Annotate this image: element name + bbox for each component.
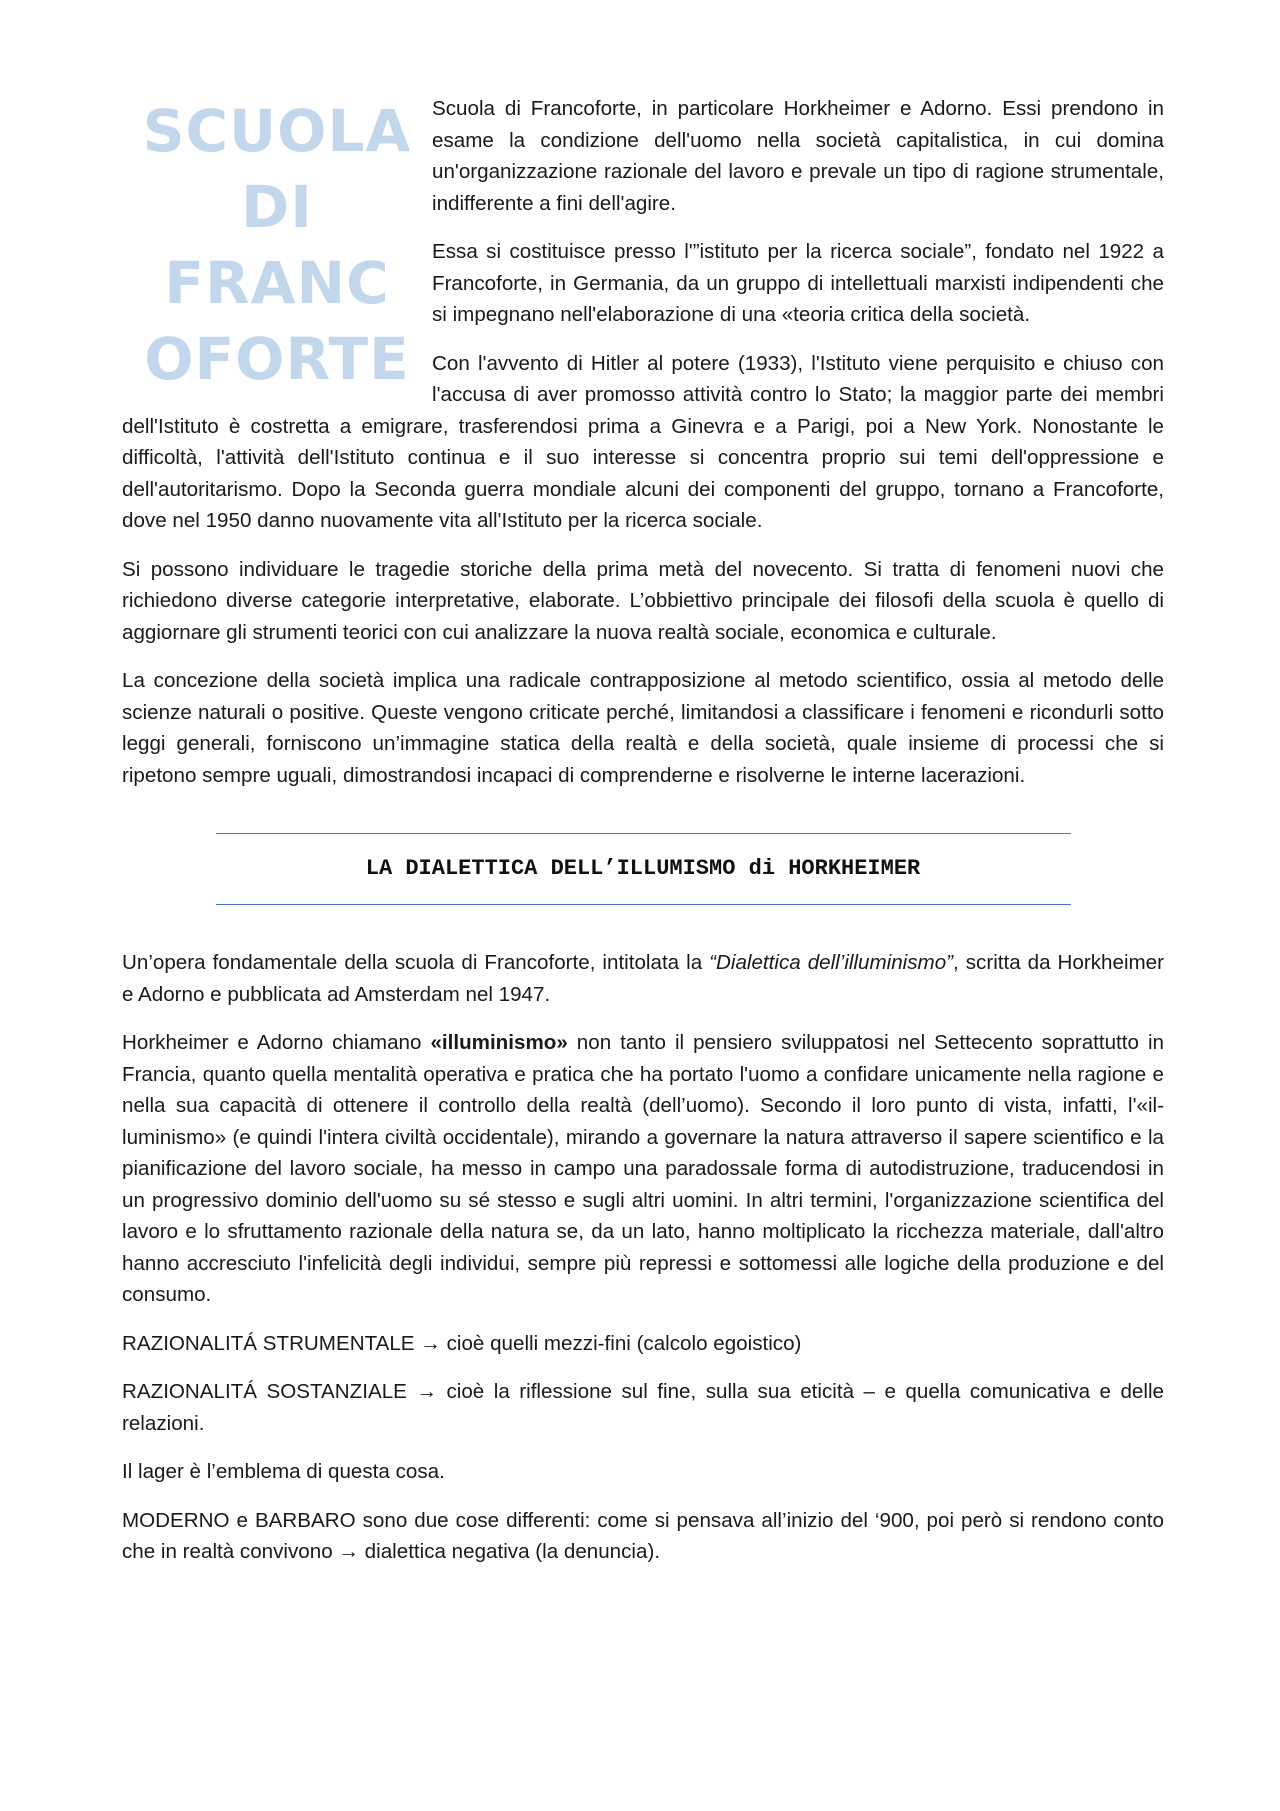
title-line: FRANC: [164, 249, 390, 317]
closing-paragraph: Il lager è l’emblema di questa cosa.: [122, 1460, 445, 1483]
intro-paragraph: Scuola di Francoforte, in particolare Horkheimer e Adorno. Essi prendono in esame la condizione dell'uomo nella società capitalistica, in cui domina un'organizzazione razionale del lavoro e prevale un tipo di ragione strumentale, indifferente a fini dell'agire.: [432, 97, 1164, 215]
section-heading: LA DIALETTICA DELL’ILLUMISMO di HORKHEIMER: [216, 833, 1071, 905]
intro-paragraph: Si possono individuare le tragedie storiche della prima metà del novecento. Si tratta di fenomeni nuovi che richiedono diverse categorie interpretative, elaborate. L’obbiettivo principale dei filosofi della scuola è quello di aggiornare gli strumenti teorici con cui analizzare la nuova realtà sociale, economica e culturale.: [122, 557, 1164, 644]
text-run: , scritta da Horkheimer e Adorno e pubblicata ad Amsterdam nel 1947.: [122, 951, 1164, 1006]
title-line: SCUOLA: [142, 97, 412, 165]
closing-paragraph: MODERNO e BARBARO sono due cose differenti: come si pensava all’inizio del ‘900, poi però si rendono conto che in realtà convivono → dialettica negativa (la denuncia).: [122, 1508, 1164, 1563]
text-run: non tanto il pensiero sviluppatosi nel Settecento soprattutto in Francia, quanto quella mentalità operativa e pratica che ha portato l'uomo a confidare unicamente nella ragione e nella sua capacità di ottenere il controllo della realtà (dell’uomo). Secondo il loro punto di vista, infatti, l'«il- luminismo» (e quindi l'intera civiltà occidentale), mirando a governare la natura attraverso il sapere scientifico e la pianificazione del lavoro sociale, ha messo in campo una paradossale forma di autodistruzione, traducendosi in un progressivo dominio dell'uomo su sé stesso e sugli altri uomini. In altri termini, l'organizzazione scientifica del lavoro e lo sfruttamento razionale della natura se, da un lato, hanno moltiplicato la ricchezza materiale, dall'altro hanno accresciuto l'infelicità degli individui, sempre più repressi e sottomessi alle logiche della produzione e del consumo.: [122, 1031, 1164, 1306]
work-paragraph: [122, 947, 1164, 1010]
closing-paragraph: RAZIONALITÁ STRUMENTALE → cioè quelli mezzi-fini (calcolo egoistico): [122, 1331, 802, 1355]
title-line: OFORTE: [144, 325, 410, 393]
text-run: Horkheimer e Adorno chiamano: [122, 1031, 431, 1054]
intro-paragraph: La concezione della società implica una radicale contrapposizione al metodo scientifico, ossia al metodo delle scienze naturali o positive. Queste vengono criticate perché, limitandosi a classificare i fenomeni e ricondurli sotto leggi generali, forniscono un’immagine statica della realtà e della società, quale insieme di processi che si ripetono sempre uguali, dimostrandosi incapaci di comprenderne e risolverne le interne lacerazioni.: [122, 669, 1164, 787]
title-line: DI: [241, 173, 313, 241]
document-page: [122, 93, 1164, 1585]
enlightenment-paragraph: [122, 1027, 1164, 1311]
intro-paragraph: Con l'avvento di Hitler al potere (1933), l'Istituto viene perquisito e chiuso con l'accusa di aver promosso attività contro lo Stato; la maggior parte dei membri dell'Istituto è costretta a emigrare, trasferendosi prima a Ginevra e a Parigi, poi a New York. Nonostante le difficoltà, l'attività dell'Istituto continua e il suo interesse si concentra proprio sui temi dell'oppressione e dell'autoritarismo. Dopo la Seconda guerra mondiale alcuni dei componenti del gruppo, tornano a Francoforte, dove nel 1950 danno nuovamente vita all'Istituto per la ricerca sociale.: [122, 351, 1164, 532]
key-term: «illuminismo»: [430, 1031, 568, 1054]
text-run: Un’opera fondamentale della scuola di Francoforte, intitolata la: [122, 951, 710, 974]
book-title: “Dialettica dell’illuminismo”: [709, 951, 954, 974]
document-title: [122, 93, 432, 393]
intro-paragraph: Essa si costituisce presso l'”istituto per la ricerca sociale”, fondato nel 1922 a Francoforte, in Germania, da un gruppo di intellettuali marxisti indipendenti che si impegnano nell'elaborazione di una «teoria critica della società.: [432, 240, 1164, 326]
closing-paragraph: RAZIONALITÁ SOSTANZIALE → cioè la riflessione sul fine, sulla sua eticità – e quella comunicativa e delle relazioni.: [122, 1380, 1164, 1435]
